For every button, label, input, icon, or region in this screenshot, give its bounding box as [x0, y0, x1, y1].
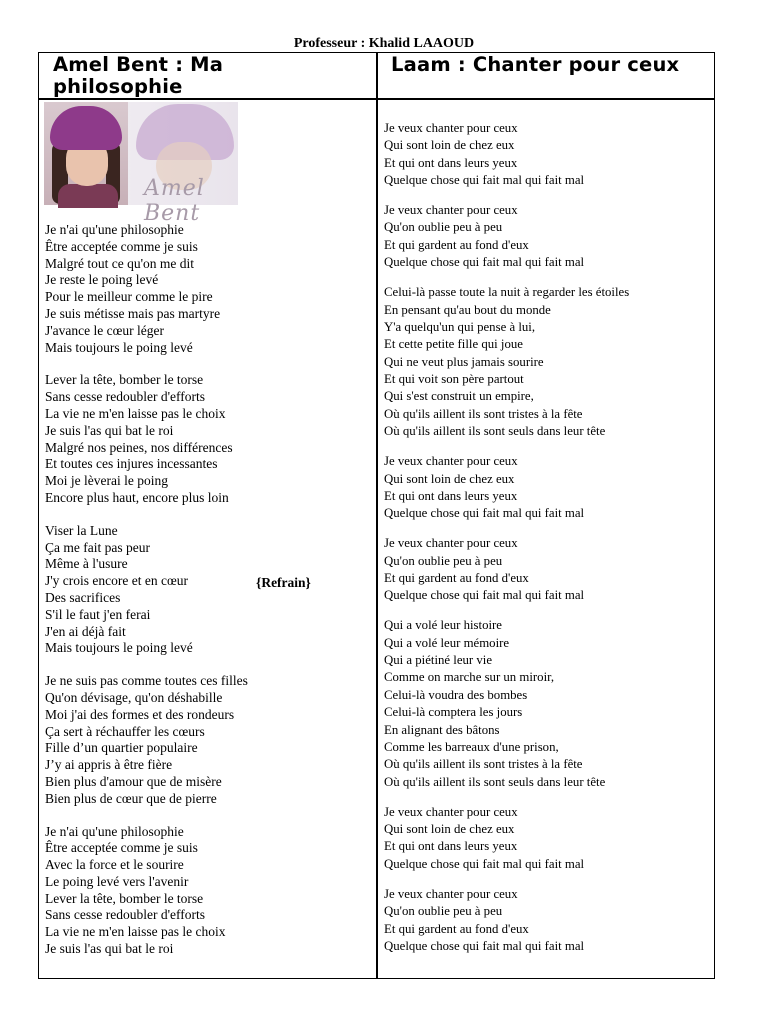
lyric-line: Lever la tête, bomber le torse [45, 890, 204, 906]
lyric-line: Malgré nos peines, nos différences [45, 439, 233, 455]
lyric-line: Je veux chanter pour ceux [384, 804, 518, 819]
lyric-line: Qu'on oublie peu à peu [384, 553, 503, 568]
lyric-line: Et qui gardent au fond d'eux [384, 237, 529, 252]
lyric-line: Moi j'ai des formes et des rondeurs [45, 706, 235, 722]
stanza-gap [384, 791, 629, 804]
lyric-line: Et qui gardent au fond d'eux [384, 921, 529, 936]
stanza-gap [384, 190, 629, 203]
lyric-line: Ça me fait pas peur [45, 539, 150, 555]
lyric-line: Fille d’un quartier populaire [45, 740, 198, 756]
lyric-line: Je veux chanter pour ceux [384, 454, 518, 469]
lyric-line: En alignant des bâtons [384, 722, 500, 737]
lyric-line: Et cette petite fille qui joue [384, 337, 523, 352]
lyric-line: Quelque chose qui fait mal qui fait mal [384, 938, 585, 953]
lyric-line: J'en ai déjà fait [45, 623, 126, 639]
lyric-line: Et qui ont dans leurs yeux [384, 488, 518, 503]
lyric-line: Où qu'ils aillent ils sont tristes à la fête [384, 757, 583, 772]
lyric-line: Et qui voit son père partout [384, 372, 524, 387]
lyric-line: Qu'on oublie peu à peu [384, 220, 503, 235]
lyric-line: Quelque chose qui fait mal qui fait mal [384, 255, 585, 270]
lyric-line: Malgré tout ce qu'on me dit [45, 255, 195, 271]
lyric-line: Des sacrifices [45, 589, 121, 605]
lyric-line: Ça sert à réchauffer les cœurs [45, 723, 205, 739]
lyric-line: Qui a piétiné leur vie [384, 653, 493, 668]
photo-caption: Amel Bent [144, 176, 205, 226]
lyric-line: Moi je lèverai le poing [45, 473, 168, 489]
lyric-line: Je suis métisse mais pas martyre [45, 305, 221, 321]
artist-photo [44, 102, 238, 226]
stanza-gap [384, 441, 629, 454]
lyric-line: Qui sont loin de chez eux [384, 471, 515, 486]
stanza-gap [384, 873, 629, 886]
lyric-line: Je suis l'as qui bat le roi [45, 422, 174, 438]
lyric-line: Quelque chose qui fait mal qui fait mal [384, 856, 585, 871]
lyric-line: Je veux chanter pour ceux [384, 121, 518, 135]
lyric-line: Celui-là passe toute la nuit à regarder les étoiles [384, 285, 630, 300]
lyric-line: Et toutes ces injures incessantes [45, 456, 218, 472]
lyric-line: Sans cesse redoubler d'efforts [45, 907, 206, 923]
lyric-line: Qu'on oublie peu à peu [384, 904, 503, 919]
lyric-line: Je veux chanter pour ceux [384, 886, 518, 901]
right-song-title: Laam : Chanter pour ceux [391, 53, 680, 76]
lyric-line: Viser la Lune [45, 522, 118, 538]
lyric-line: Qui ne veut plus jamais sourire [384, 354, 544, 369]
stanza-gap [45, 808, 248, 824]
lyric-line: Celui-là voudra des bombes [384, 687, 528, 702]
lyric-line: Qu'on dévisage, qu'on déshabille [45, 689, 223, 705]
lyric-line: La vie ne m'en laisse pas le choix [45, 924, 226, 940]
lyric-line: Le poing levé vers l'avenir [45, 873, 189, 889]
lyric-line: Je n'ai qu'une philosophie [45, 222, 184, 237]
lyric-line: Où qu'ils aillent ils sont seuls dans leur tête [384, 424, 606, 439]
lyric-line: Qui sont loin de chez eux [384, 822, 515, 837]
left-song-title: Amel Bent : Ma philosophie [53, 53, 224, 98]
lyric-line: Être acceptée comme je suis [45, 840, 198, 856]
lyric-line: Bien plus d'amour que de misère [45, 773, 222, 789]
lyric-line: Quelque chose qui fait mal qui fait mal [384, 588, 585, 603]
stanza-gap [45, 657, 248, 673]
stanza-gap [384, 523, 629, 536]
lyric-line: Qui sont loin de chez eux [384, 138, 515, 153]
lyric-line: Mais toujours le poing levé [45, 339, 193, 355]
lyric-line: Qui a volé leur mémoire [384, 635, 510, 650]
lyric-line: J’y ai appris à être fière [45, 757, 173, 773]
lyric-line: Qui s'est construit un empire, [384, 389, 534, 404]
lyric-line: J'y crois encore et en cœur [45, 573, 188, 589]
lyric-line: Avec la force et le sourire [45, 857, 184, 873]
stanza-gap [384, 272, 629, 285]
stanza-gap [45, 356, 248, 372]
lyric-line: Où qu'ils aillent ils sont tristes à la fête [384, 406, 583, 421]
professor-header: Professeur : Khalid LAAOUD [293, 36, 475, 51]
stanza-gap [384, 605, 629, 618]
lyric-line: Qui a volé leur histoire [384, 618, 502, 633]
lyric-line: Quelque chose qui fait mal qui fait mal [384, 506, 585, 521]
lyric-line: Sans cesse redoubler d'efforts [45, 389, 206, 405]
lyric-line: Je veux chanter pour ceux [384, 203, 518, 218]
lyric-line: Je reste le poing levé [45, 272, 159, 288]
lyric-line: Où qu'ils aillent ils sont seuls dans leur tête [384, 774, 606, 789]
lyric-line: Comme les barreaux d'une prison, [384, 740, 559, 754]
lyric-line: Bien plus de cœur que de pierre [45, 790, 217, 806]
lyric-line: Même à l'usure [45, 556, 128, 572]
lyric-line: Je veux chanter pour ceux [384, 536, 518, 551]
right-lyrics [384, 120, 629, 955]
stanza-gap [45, 507, 248, 523]
lyric-line: Encore plus haut, encore plus loin [45, 489, 229, 505]
lyric-line: S'il le faut j'en ferai [45, 606, 151, 622]
header-divider [38, 98, 715, 100]
lyric-line: Être acceptée comme je suis [45, 238, 198, 254]
lyric-line: Quelque chose qui fait mal qui fait mal [384, 173, 585, 188]
refrain-label: {Refrain} [256, 575, 311, 590]
lyric-line: La vie ne m'en laisse pas le choix [45, 405, 226, 421]
lyric-line: Et qui gardent au fond d'eux [384, 570, 529, 585]
lyric-line: Celui-là comptera les jours [384, 705, 523, 720]
lyric-line: Je ne suis pas comme toutes ces filles [45, 673, 248, 689]
lyric-line: Y'a quelqu'un qui pense à lui, [384, 319, 536, 334]
lyric-line: Pour le meilleur comme le pire [45, 289, 213, 305]
lyric-line: Et qui ont dans leurs yeux [384, 839, 518, 854]
lyric-line: Et qui ont dans leurs yeux [384, 155, 518, 170]
lyric-line: Lever la tête, bomber le torse [45, 372, 204, 388]
lyric-line: Comme on marche sur un miroir, [384, 670, 555, 685]
left-lyrics [45, 222, 248, 958]
lyric-line: En pensant qu'au bout du monde [384, 302, 551, 317]
column-divider [376, 52, 378, 979]
lyric-line: Mais toujours le poing levé [45, 640, 193, 656]
lyric-line: J'avance le cœur léger [45, 322, 164, 338]
lyric-line: Je suis l'as qui bat le roi [45, 941, 174, 957]
lyric-line: Je n'ai qu'une philosophie [45, 823, 184, 839]
